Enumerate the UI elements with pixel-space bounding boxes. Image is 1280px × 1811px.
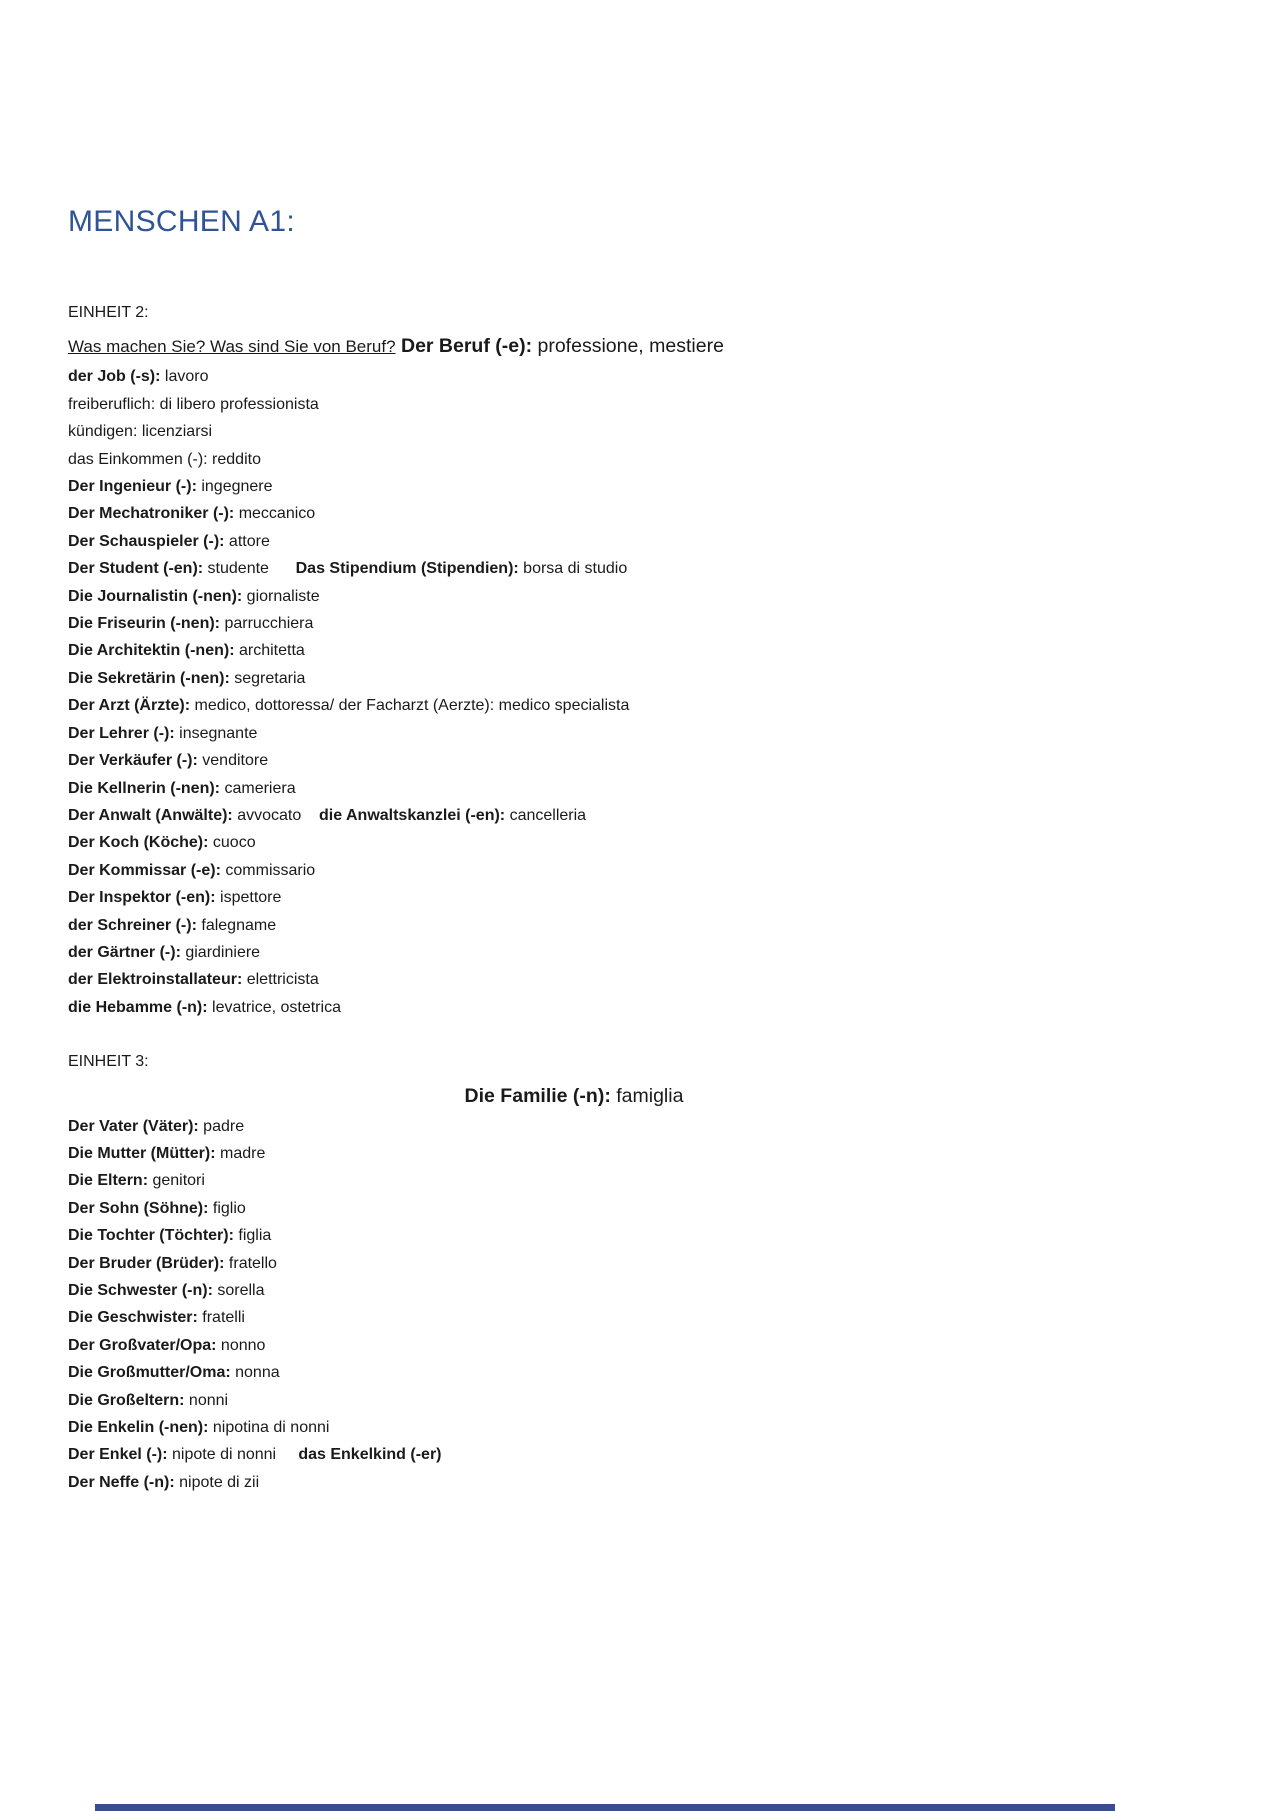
vocab-line — [68, 1222, 1080, 1249]
vocab-line — [68, 884, 1080, 911]
text-segment: Das Stipendium (Stipendien): — [295, 560, 519, 578]
section-einheit-2 — [68, 299, 1080, 1021]
text-segment: ingegnere — [196, 478, 273, 496]
section-heading: EINHEIT 2: — [68, 304, 149, 321]
text-segment: der Gärtner (-): — [68, 943, 181, 961]
text-segment: Der Koch (Köche): — [68, 834, 209, 852]
vocab-line — [68, 610, 1080, 637]
text-segment: Die Großmutter/Oma: — [68, 1364, 231, 1382]
vocab-line — [68, 473, 1080, 500]
text-segment: Die Kellnerin (-nen): — [68, 779, 221, 797]
text-segment: Was machen Sie? Was sind Sie von Beruf? — [68, 337, 396, 357]
document-content — [68, 205, 1080, 1496]
text-segment: Die Journalistin (-nen): — [68, 587, 243, 605]
text-segment: kündigen: licenziarsi — [68, 423, 213, 441]
text-segment: Die Sekretärin (-nen): — [68, 669, 230, 687]
document-title: MENSCHEN A1: — [68, 205, 295, 238]
vocab-line — [68, 637, 1080, 664]
vocab-line — [68, 1113, 1080, 1140]
text-segment: sorella — [212, 1282, 265, 1299]
text-segment: der Elektroinstallateur: — [68, 971, 243, 989]
text-segment: famiglia — [610, 1084, 684, 1107]
text-segment: nipote di zii — [174, 1473, 260, 1491]
text-segment: cuoco — [208, 834, 256, 852]
vocab-line — [68, 1195, 1080, 1222]
vocab-line — [68, 418, 1080, 445]
text-segment: segretaria — [229, 669, 306, 687]
text-segment: commissario — [220, 861, 316, 879]
text-segment: Der Inspektor (-en): — [68, 889, 216, 907]
text-segment: Der Lehrer (-): — [68, 724, 175, 742]
text-segment: Der Arzt (Ärzte): — [68, 697, 191, 715]
vocab-line — [68, 665, 1080, 692]
vocab-line — [68, 1250, 1080, 1277]
text-segment: Die Enkelin (-nen): — [68, 1419, 209, 1437]
text-segment: das Enkelkind (-er) — [298, 1446, 442, 1464]
next-page-edge-bar — [95, 1804, 1115, 1811]
text-segment: studente — [203, 560, 296, 578]
vocab-line — [68, 391, 1080, 418]
vocab-line — [68, 747, 1080, 774]
text-segment: Die Architektin (-nen): — [68, 642, 235, 660]
section-einheit-3 — [68, 1048, 1080, 1496]
text-segment: nipote di nonni — [167, 1446, 299, 1464]
text-segment: madre — [215, 1144, 266, 1162]
vocab-line — [68, 1387, 1080, 1414]
text-segment: falegname — [196, 916, 277, 934]
text-segment: nonni — [184, 1391, 229, 1409]
text-segment: die Hebamme (-n): — [68, 998, 208, 1016]
text-segment: die Anwaltskanzlei (-en): — [319, 806, 506, 824]
text-segment: das Einkommen (-): reddito — [68, 450, 261, 468]
vocab-line — [68, 583, 1080, 610]
vocab-line — [68, 1469, 1080, 1496]
text-segment: Die Tochter (Töchter): — [68, 1227, 234, 1245]
text-segment: padre — [198, 1117, 245, 1135]
vocab-line — [68, 555, 1080, 582]
vocab-line — [68, 1277, 1080, 1304]
text-segment: Der Beruf (-e): — [400, 335, 533, 358]
vocab-line — [68, 1441, 1080, 1468]
text-segment: Der Mechatroniker (-): — [68, 505, 235, 523]
text-segment: architetta — [234, 642, 305, 660]
text-segment: Der Neffe (-n): — [68, 1473, 175, 1491]
vocab-line — [68, 1359, 1080, 1386]
text-segment: cancelleria — [505, 806, 587, 824]
text-segment: insegnante — [174, 724, 258, 742]
text-segment: Der Großvater/Opa: — [68, 1336, 217, 1354]
text-segment: giardiniere — [180, 943, 261, 961]
text-segment: nonno — [216, 1336, 266, 1354]
text-segment: Der Enkel (-): — [68, 1446, 168, 1464]
vocab-line — [68, 1304, 1080, 1331]
text-segment: Die Geschwister: — [68, 1309, 198, 1327]
vocab-line — [68, 966, 1080, 993]
text-segment: Die Friseurin (-nen): — [68, 615, 221, 633]
vocab-line — [68, 331, 1080, 363]
vocab-line — [68, 446, 1080, 473]
text-segment: Die Großeltern: — [68, 1391, 185, 1409]
text-segment: giornaliste — [242, 587, 320, 605]
text-segment: Der Ingenieur (-): — [68, 478, 197, 496]
text-segment: fratello — [224, 1254, 277, 1272]
vocab-line — [68, 829, 1080, 856]
text-segment: Die Eltern: — [68, 1172, 149, 1190]
text-segment: Der Sohn (Söhne): — [68, 1199, 209, 1217]
text-segment: figlio — [208, 1199, 246, 1217]
text-segment: Die Mutter (Mütter): — [68, 1144, 216, 1162]
vocab-line — [68, 1332, 1080, 1359]
text-segment: freiberuflich: di libero professionista — [68, 395, 319, 413]
text-segment: meccanico — [234, 505, 316, 523]
text-segment: avvocato — [232, 806, 320, 824]
text-segment: nipotina di nonni — [208, 1419, 330, 1437]
vocab-line — [68, 775, 1080, 802]
text-segment: medico, dottoressa/ der Facharzt (Aerzte): medico specialista — [190, 697, 630, 715]
vocab-line — [68, 939, 1080, 966]
vocab-line — [68, 500, 1080, 527]
vocab-line — [68, 1081, 1080, 1113]
text-segment: attore — [224, 532, 270, 550]
vocab-line — [68, 363, 1080, 390]
text-segment: Der Bruder (Brüder): — [68, 1254, 225, 1272]
vocab-line — [68, 802, 1080, 829]
text-segment: genitori — [148, 1172, 205, 1190]
text-segment: der Schreiner (-): — [68, 916, 197, 934]
text-segment: Der Kommissar (-e): — [68, 861, 221, 879]
vocab-line — [68, 1167, 1080, 1194]
text-segment: nonna — [230, 1364, 280, 1382]
text-segment: Der Student (-en): — [68, 560, 204, 578]
vocabulary-sections — [68, 299, 1080, 1496]
text-segment: ispettore — [215, 889, 282, 907]
text-segment: Der Anwalt (Anwälte): — [68, 806, 233, 824]
vocab-line — [68, 1140, 1080, 1167]
text-segment: levatrice, ostetrica — [207, 998, 341, 1016]
text-segment: borsa di studio — [518, 560, 628, 578]
text-segment: Der Schauspieler (-): — [68, 532, 225, 550]
text-segment: Die Schwester (-n): — [68, 1282, 213, 1299]
text-segment: professione, mestiere — [532, 335, 724, 358]
vocab-line — [68, 912, 1080, 939]
text-segment: Der Verkäufer (-): — [68, 752, 198, 770]
text-segment: venditore — [197, 752, 269, 770]
section-heading: EINHEIT 3: — [68, 1053, 149, 1071]
vocab-line — [68, 1414, 1080, 1441]
text-segment: fratelli — [197, 1309, 245, 1327]
text-segment: parrucchiera — [220, 615, 314, 633]
text-segment: Die Familie (-n): — [464, 1084, 611, 1107]
text-segment: lavoro — [160, 368, 209, 386]
text-segment: cameriera — [220, 779, 296, 797]
vocab-line — [68, 692, 1080, 719]
text-segment: elettricista — [242, 971, 319, 989]
vocab-line — [68, 528, 1080, 555]
vocab-line — [68, 857, 1080, 884]
text-segment: Der Vater (Väter): — [68, 1117, 199, 1135]
text-segment: figlia — [233, 1227, 272, 1245]
vocab-line — [68, 994, 1080, 1021]
vocab-line — [68, 720, 1080, 747]
text-segment: der Job (-s): — [68, 368, 161, 386]
